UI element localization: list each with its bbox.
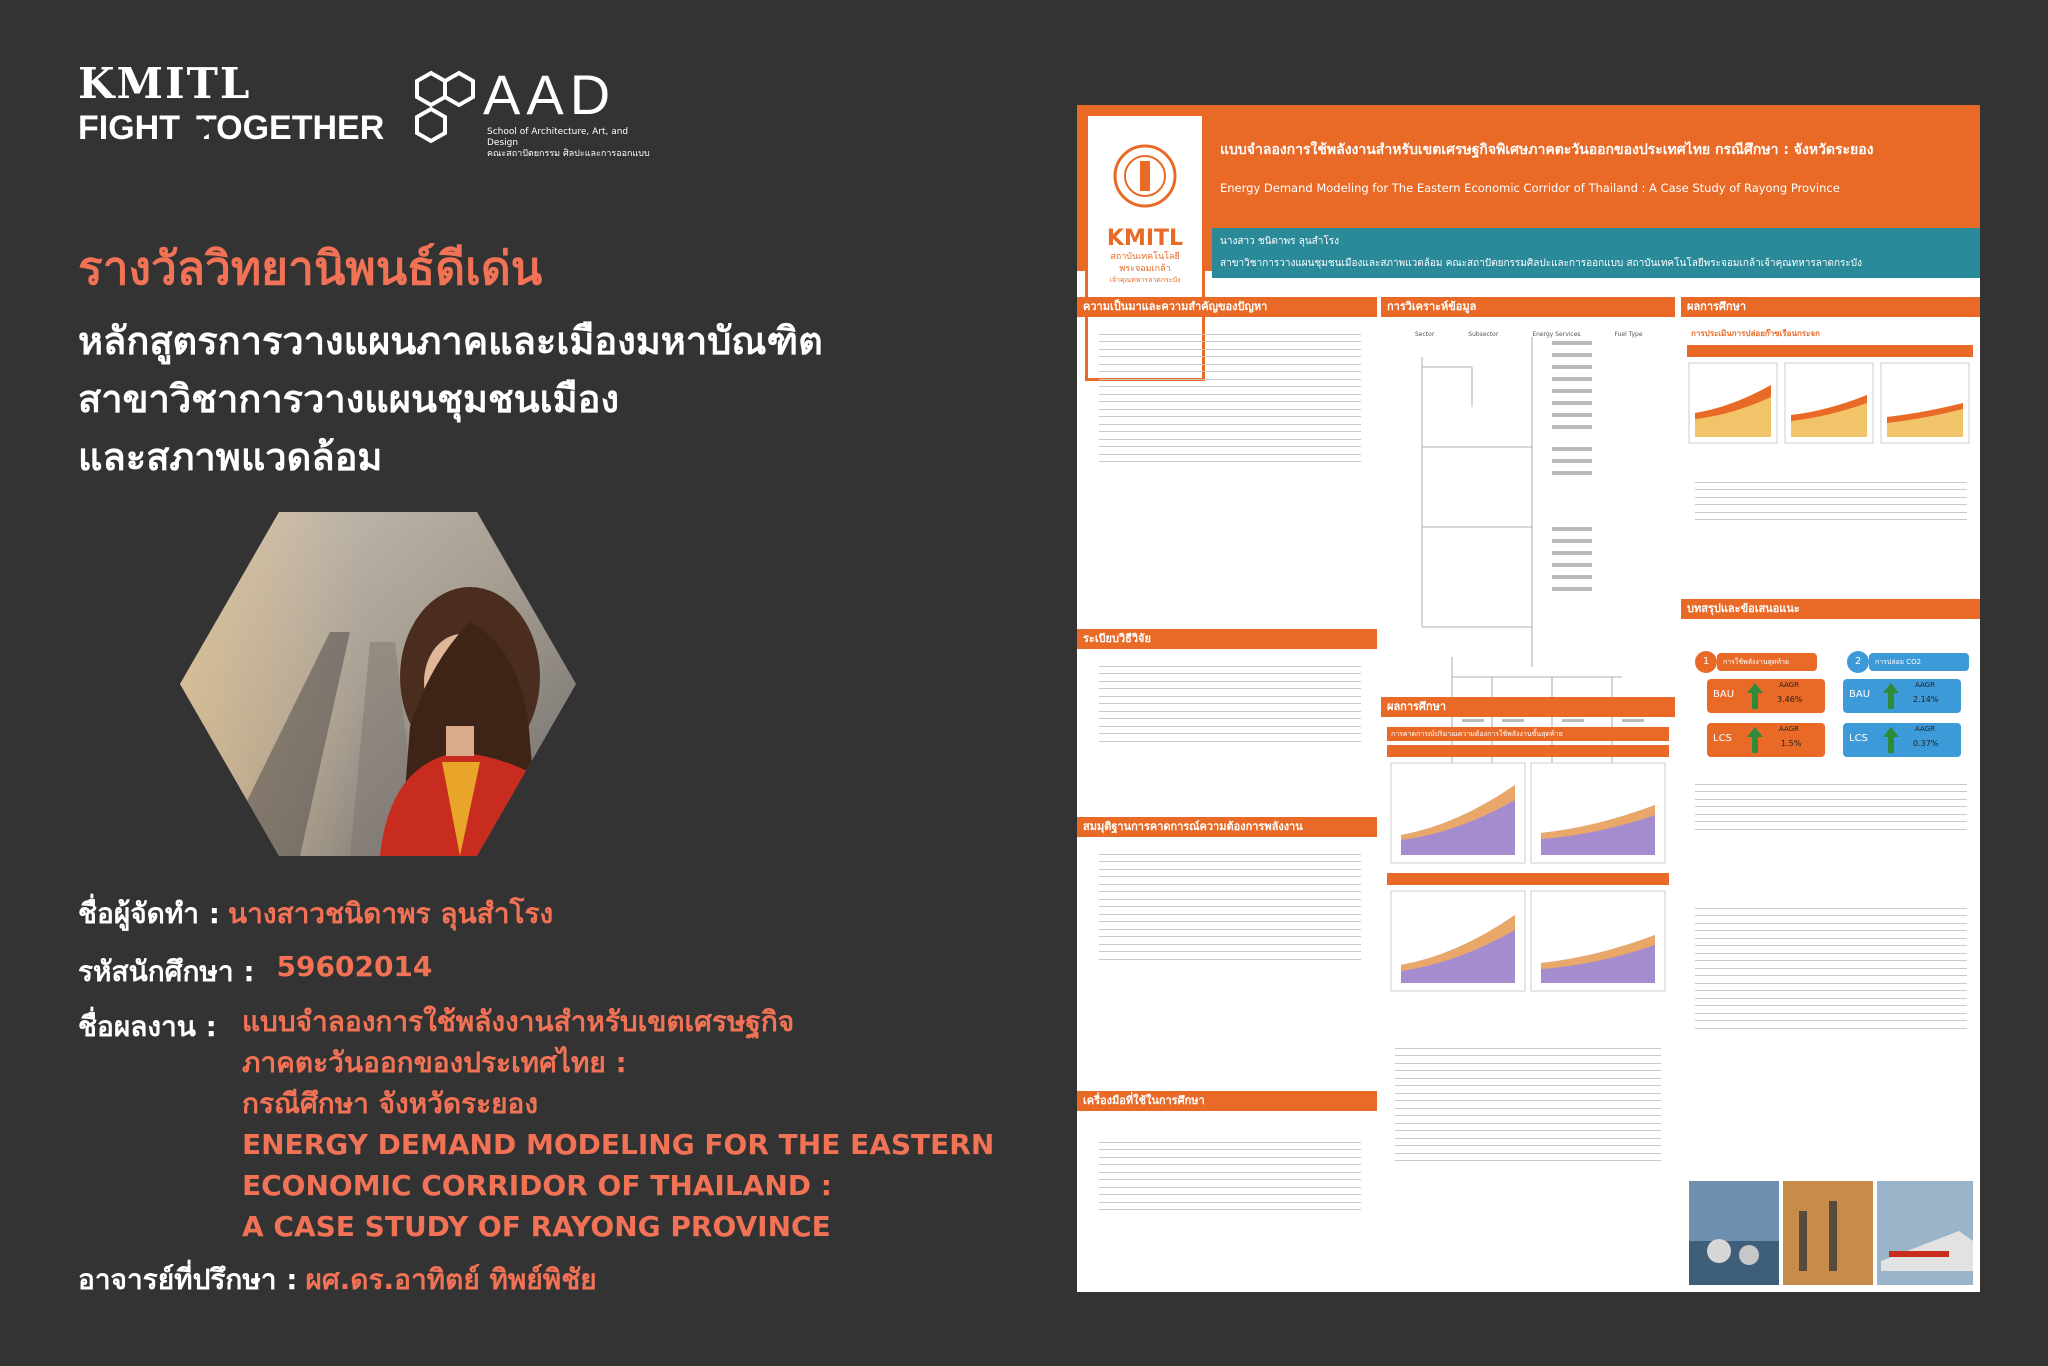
fight-text: FIGHT xyxy=(78,109,180,147)
summary-energy-title: การใช้พลังงานสุดท้าย xyxy=(1717,653,1817,671)
poster-logo-sub2: เจ้าคุณทหารลาดกระบัง xyxy=(1109,276,1181,284)
poster-author-band xyxy=(1212,228,1980,278)
work-title-line: แบบจำลองการใช้พลังงานสำหรับเขตเศรษฐกิจ xyxy=(242,1005,795,1038)
kmitl-logo-text: KMITL xyxy=(78,59,252,108)
section-hypothesis: สมมุติฐานการคาดการณ์ความต้องการพลังงาน xyxy=(1077,817,1377,837)
industrial-collage-image xyxy=(1689,1181,1973,1285)
work-title-line: กรณีศึกษา จังหวัดระยอง xyxy=(242,1087,539,1120)
hexagon-cluster-icon xyxy=(405,69,485,149)
poster-title-en: Energy Demand Modeling for The Eastern Economic Corridor of Thailand : A Case Study of Rayong Province xyxy=(1220,181,1840,195)
bau-label: BAU xyxy=(1849,689,1871,700)
work-title-label: ชื่อผลงาน : xyxy=(78,1010,217,1043)
program-line-2: สาขาวิชาการวางแผนชุมชนเมือง xyxy=(78,377,620,421)
kmitl-fight-together-logo xyxy=(78,59,385,157)
work-title-line: ECONOMIC CORRIDOR OF THAILAND : xyxy=(242,1169,832,1202)
summary-energy-lcs xyxy=(1707,723,1825,757)
program-line-3: และสภาพแวดล้อม xyxy=(78,435,383,479)
up-arrow-icon xyxy=(1883,727,1899,753)
bau-label: BAU xyxy=(1713,689,1735,700)
energy-bau-aagr: 3.46% xyxy=(1777,695,1803,704)
student-portrait xyxy=(180,512,576,856)
aad-text: AAD xyxy=(483,63,617,126)
author-label: ชื่อผู้จัดทำ : xyxy=(78,897,220,930)
aagr-label: AAGR xyxy=(1779,681,1799,689)
summary-co2-bau xyxy=(1843,679,1961,713)
student-id-value: 59602014 xyxy=(276,950,433,983)
author-value: นางสาวชนิดาพร ลุนสำโรง xyxy=(227,897,554,930)
aad-school-th: คณะสถาปัตยกรรม ศิลปะและการออกแบบ xyxy=(487,149,650,159)
poster-logo-sub: สถาบันเทคโนโลยี พระจอมเกล้า xyxy=(1110,252,1180,274)
advisor-value: ผศ.ดร.อาทิตย์ ทิพย์พิชัย xyxy=(305,1263,597,1296)
section-conclusion: บทสรุปและข้อเสนอแนะ xyxy=(1681,599,1980,619)
tools-text xyxy=(1099,1135,1361,1285)
work-title-line: ENERGY DEMAND MODELING FOR THE EASTERN xyxy=(242,1128,995,1161)
energy-forecast-subheading: การคาดการณ์ปริมาณความต้องการใช้พลังงานขั้นสุดท้าย xyxy=(1387,727,1669,741)
aagr-label: AAGR xyxy=(1915,725,1935,733)
co2-lcs-aagr: 0.37% xyxy=(1913,739,1939,748)
summary-co2-lcs xyxy=(1843,723,1961,757)
student-id-label: รหัสนักศึกษา : xyxy=(78,955,255,988)
work-title-line: A CASE STUDY OF RAYONG PROVINCE xyxy=(242,1210,831,1243)
co2-subheading: การประเมินการปล่อยก๊าซเรือนกระจก xyxy=(1691,329,1820,338)
co2-bau-aagr: 2.14% xyxy=(1913,695,1939,704)
tree-header-subsector: Subsector xyxy=(1468,331,1499,338)
energy-lcs-aagr: 1.5% xyxy=(1781,739,1802,748)
lcs-label: LCS xyxy=(1849,733,1868,744)
work-title-value xyxy=(242,1001,994,1247)
summary-number-2: 2 xyxy=(1847,651,1869,673)
section-analysis: การวิเคราะห์ข้อมูล xyxy=(1381,297,1675,317)
up-arrow-icon xyxy=(1883,683,1899,709)
summary-number-1: 1 xyxy=(1695,651,1717,673)
section-tools: เครื่องมือที่ใช้ในการศึกษา xyxy=(1077,1091,1377,1111)
energy-forecast-charts xyxy=(1387,745,1669,1035)
background-text xyxy=(1099,327,1361,617)
lcs-label: LCS xyxy=(1713,733,1732,744)
methodology-text xyxy=(1099,659,1361,839)
aagr-label: AAGR xyxy=(1915,681,1935,689)
results-energy-text xyxy=(1395,1041,1661,1286)
award-title: รางวัลวิทยานิพนธ์ดีเด่น xyxy=(78,241,543,295)
tree-header-energy-services: Energy Services xyxy=(1532,331,1581,338)
tree-header-sector: Sector xyxy=(1415,331,1435,338)
program-line-1: หลักสูตรการวางแผนภาคและเมืองมหาบัณฑิต xyxy=(78,319,823,363)
summary-energy-bau xyxy=(1707,679,1825,713)
aad-logo xyxy=(405,63,650,159)
poster-affiliation: สาขาวิชาการวางแผนชุมชนเมืองและสภาพแวดล้อม คณะสถาปัตยกรรมศิลปะและการออกแบบ สถาบันเทคโนโลยีพระจอมเกล้าเจ้าคุณทหารลาดกระบัง xyxy=(1220,258,1862,269)
tree-header-fuel-type: Fuel Type xyxy=(1614,331,1643,338)
up-arrow-icon xyxy=(1747,727,1763,753)
hypothesis-text xyxy=(1099,847,1361,1087)
poster-logo-text: KMITL xyxy=(1106,226,1184,251)
poster-author: นางสาว ชนิดาพร ลุนสำโรง xyxy=(1220,236,1340,247)
work-title-line: ภาคตะวันออกของประเทศไทย : xyxy=(242,1046,627,1079)
program-title xyxy=(78,312,978,486)
conclusion-text-1 xyxy=(1695,777,1967,889)
poster-title-band xyxy=(1212,123,1972,228)
poster-title-th: แบบจำลองการใช้พลังงานสำหรับเขตเศรษฐกิจพิเศษภาคตะวันออกของประเทศไทย กรณีศึกษา : จังหวัดระยอง xyxy=(1220,142,1874,158)
section-background: ความเป็นมาและความสำคัญของปัญหา xyxy=(1077,297,1377,317)
up-arrow-icon xyxy=(1747,683,1763,709)
summary-co2-title: การปล่อย CO2 xyxy=(1869,653,1969,671)
thesis-poster xyxy=(1077,105,1980,1292)
section-results-energy: ผลการศึกษา xyxy=(1381,697,1675,717)
results-co2-text xyxy=(1695,475,1967,565)
aagr-label: AAGR xyxy=(1779,725,1799,733)
together-text: TOGETHER xyxy=(195,109,385,147)
aad-school-en: School of Architecture, Art, and Design xyxy=(487,127,629,148)
section-methodology: ระเบียบวิธีวิจัย xyxy=(1077,629,1377,649)
section-results-co2: ผลการศึกษา xyxy=(1681,297,1980,317)
advisor-label: อาจารย์ที่ปรึกษา : xyxy=(78,1263,298,1296)
